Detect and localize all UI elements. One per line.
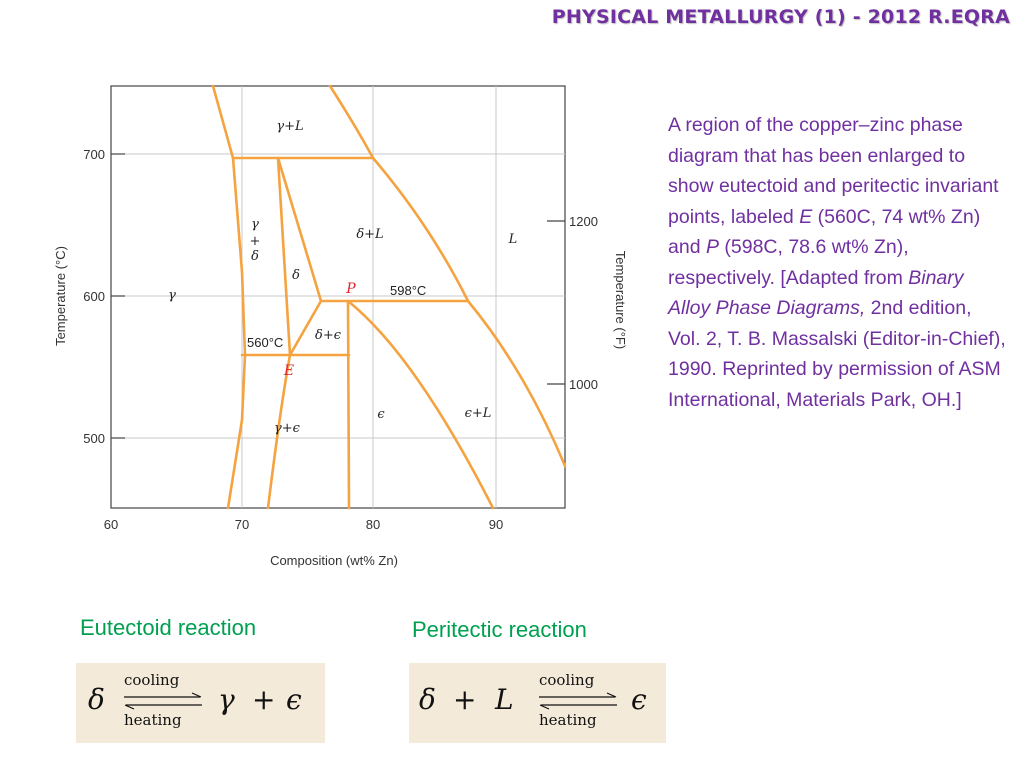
x-tick-label: 80 [365,517,381,532]
equilibrium-arrow-icon [537,693,619,709]
eutectoid-arrow-top-label: cooling [124,671,180,689]
region-gamma: γ [168,288,176,303]
y-tick-label: 500 [83,431,105,446]
region-gamma-delta-3: δ [251,249,259,264]
peritectic-arrow-top-label: cooling [539,671,595,689]
y-right-tick-label: 1000 [569,377,598,392]
peritectic-plus: + [453,683,477,716]
caption-text: (598C, 78.6 wt% Zn), respectively. [Adapted from [668,236,909,289]
peritectic-equation [409,663,666,743]
caption-point-E: E [799,205,813,228]
caption-point-P: P [705,236,719,258]
y-tick-label: 700 [83,147,105,162]
x-tick-label: 60 [103,517,119,532]
eutectoid-point-label: E [283,363,295,379]
region-eps: ϵ [377,407,385,422]
slide-header-title: PHYSICAL METALLURGY (1) - 2012 R.EQRA [551,6,1010,28]
x-tick-label: 70 [234,517,250,532]
x-tick-label: 90 [488,517,504,532]
region-gamma-delta-2: + [249,234,261,249]
peritectic-product: ϵ [631,683,647,716]
region-gamma-delta-1: γ [251,217,259,232]
peritectic-reactant-1: δ [419,683,436,716]
peritectic-point-label: P [346,281,356,297]
region-delta-L: δ+L [356,227,384,242]
y-axis-left-title: Temperature (°C) [53,246,68,346]
region-eps-L: ϵ+L [464,406,492,421]
eutectoid-product-1: γ [218,683,235,716]
eutectoid-title: Eutectoid reaction [80,615,257,640]
peritectic-reactant-2: L [495,683,514,716]
phase-diagram-svg [50,80,628,580]
region-delta: δ [292,268,300,283]
eutectoid-arrow-bottom-label: heating [124,711,182,729]
y-axis-right-title: Temperature (°F) [613,250,628,350]
region-L: L [508,232,518,247]
figure-caption [668,110,1008,415]
eutectoid-product-2: ϵ [286,683,302,716]
eutectoid-equation [76,663,325,743]
peritectic-arrow-bottom-label: heating [539,711,597,729]
caption-text: (560C, 74 wt% Zn) and [668,205,981,258]
plot-frame [111,86,565,508]
peritectic-temp-label: 598°C [390,283,427,298]
caption-source-title: Binary Alloy Phase Diagrams, [668,266,964,319]
eutectoid-temp-label: 560°C [247,335,284,350]
peritectic-title: Peritectic reaction [412,617,587,642]
y-right-tick-label: 1200 [569,214,598,229]
caption-text: A region of the copper–zinc phase diagram that has been enlarged to show eutectoid and peritectic invariant points, labeled [668,114,999,228]
region-gamma-L: γ+L [276,119,304,134]
x-axis-title: Composition (wt% Zn) [270,553,398,568]
eps-left-boundary [348,301,349,508]
phase-diagram [50,80,628,580]
y-tick-label: 600 [83,289,105,304]
equilibrium-arrow-icon [122,693,204,709]
region-delta-eps: δ+ϵ [315,328,341,343]
region-gamma-eps: γ+ϵ [274,421,300,436]
eutectoid-plus: + [252,683,276,716]
eutectoid-reactant: δ [88,683,105,716]
caption-text: 2nd edition, Vol. 2, T. B. Massalski (Editor-in-Chief), 1990. Reprinted by permission of ASM International, Materials Park, OH.] [668,297,1006,411]
